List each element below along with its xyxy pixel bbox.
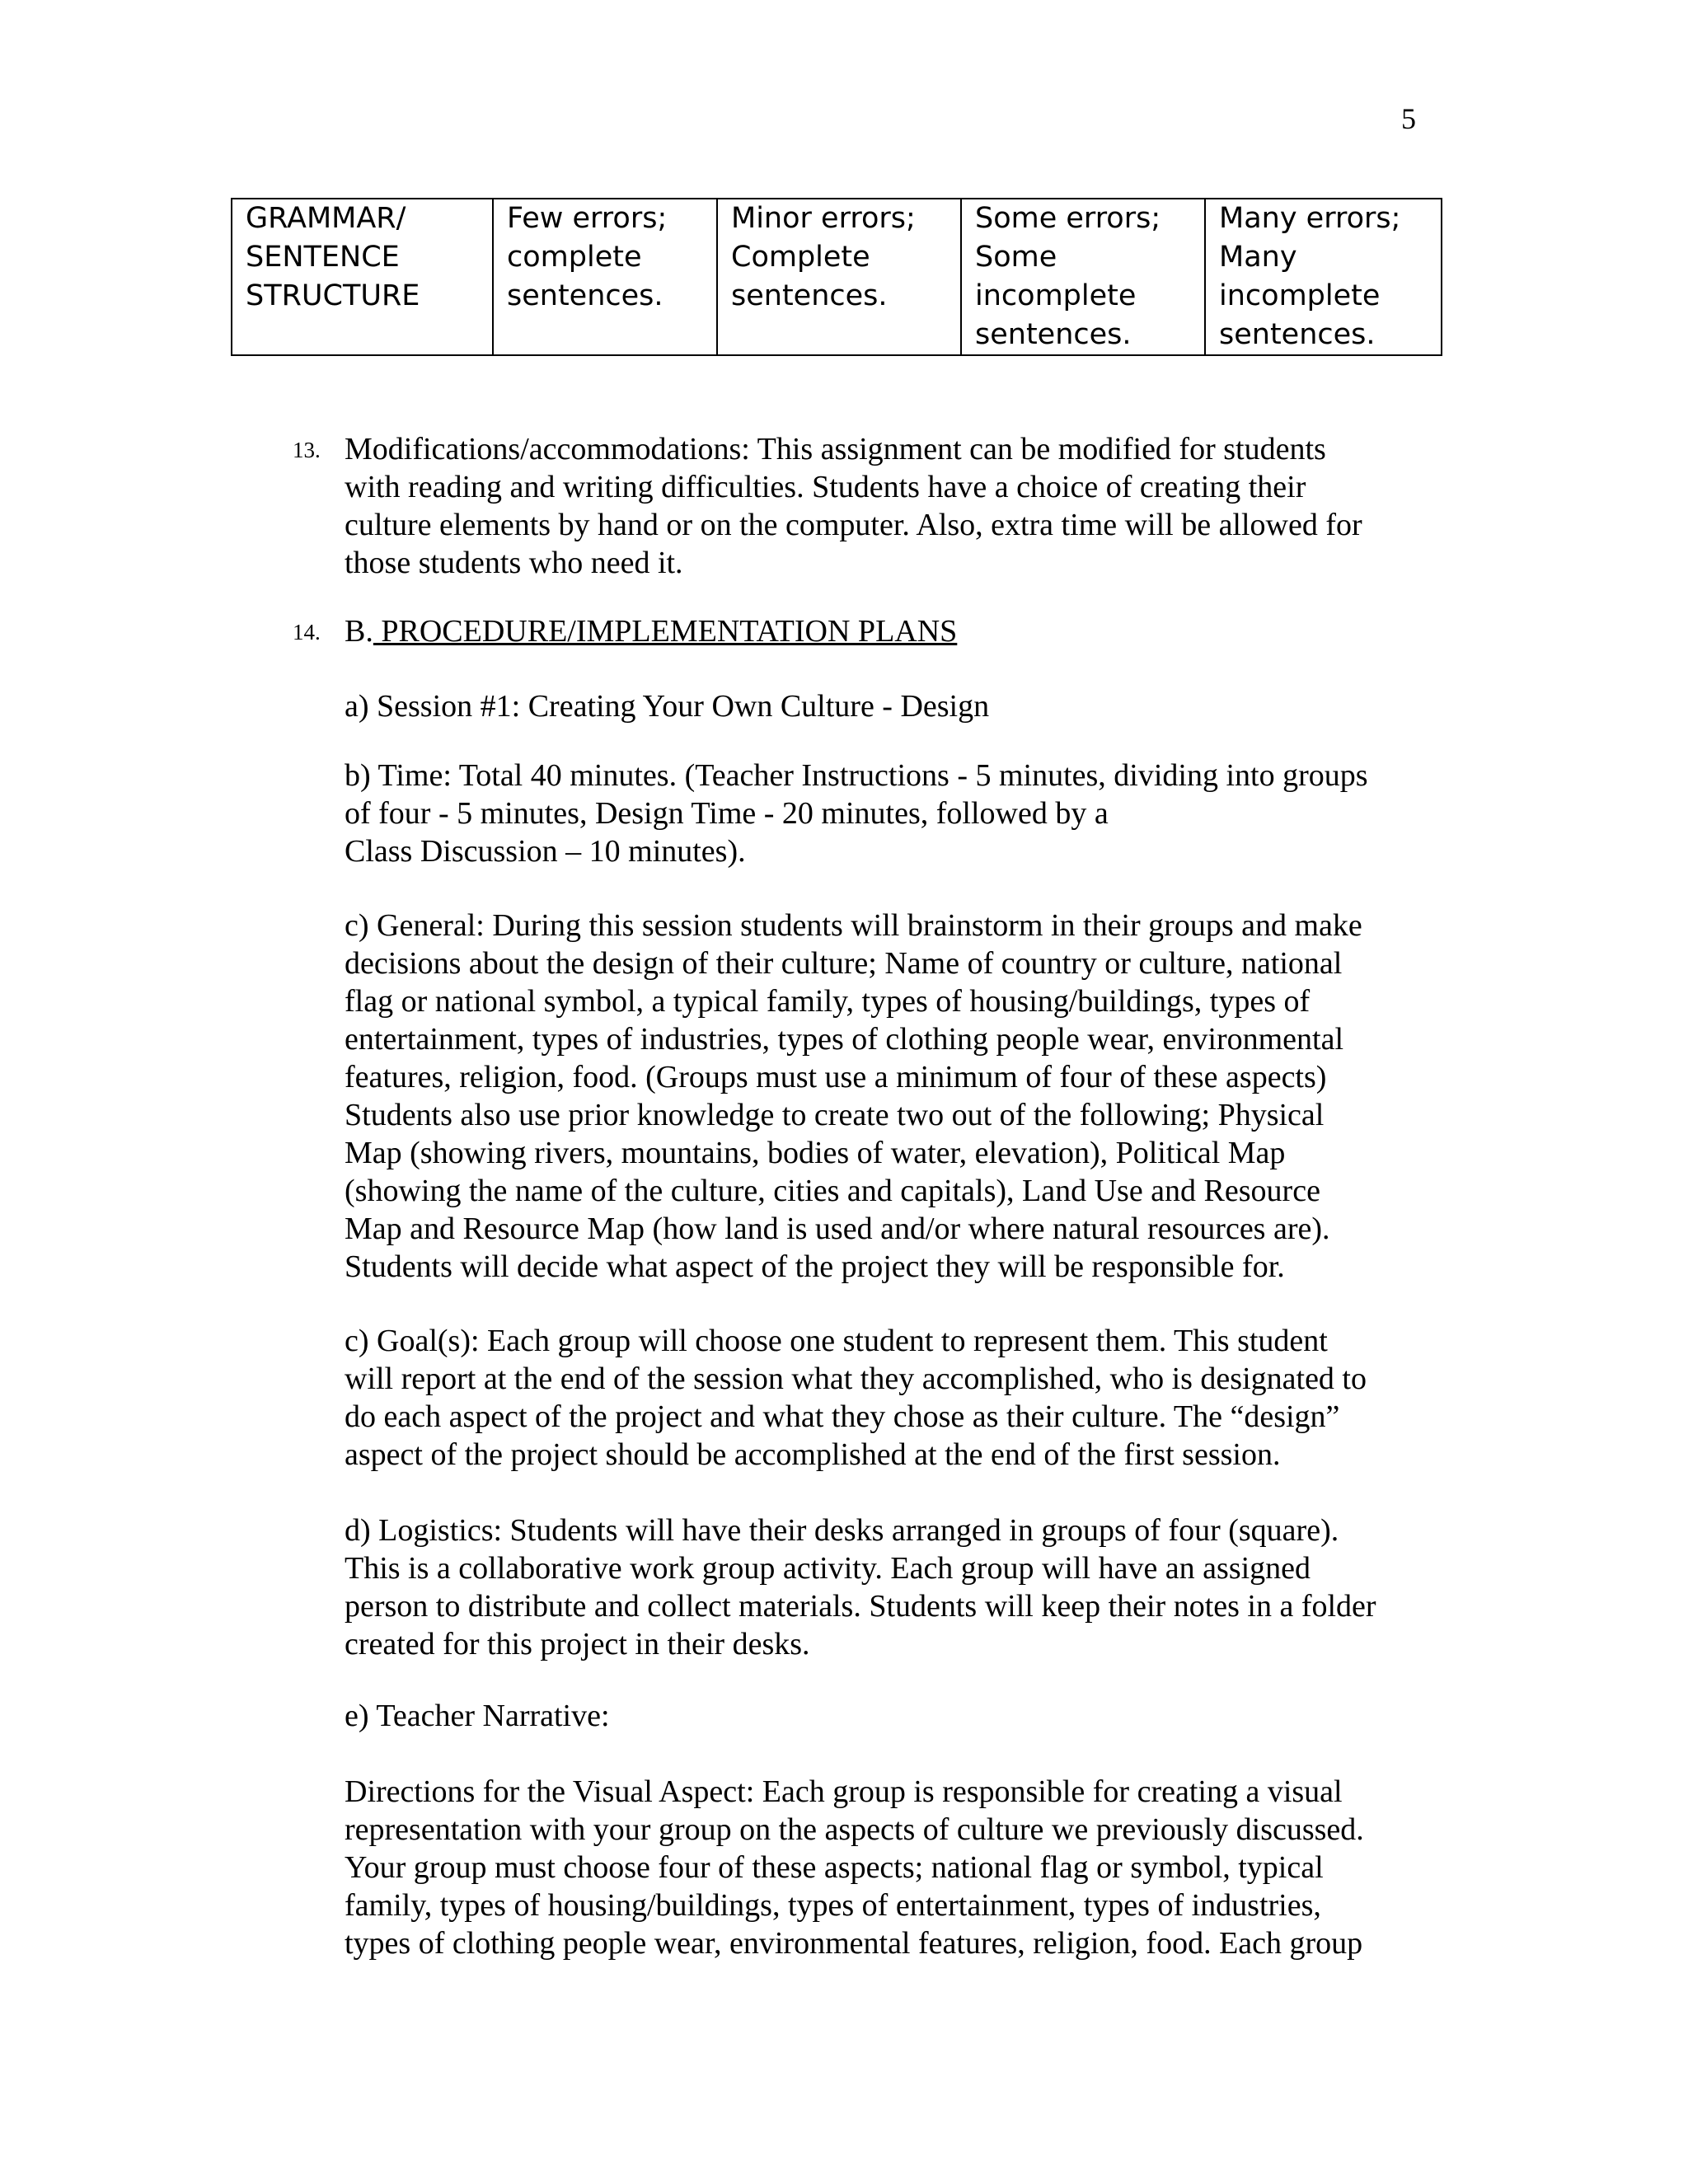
cell-text: sentences.	[731, 279, 888, 312]
cell-text: SENTENCE	[246, 241, 400, 274]
text-line: of four - 5 minutes, Design Time - 20 minutes, followed by a	[345, 796, 1109, 831]
time-paragraph	[345, 757, 1449, 870]
goal-paragraph	[345, 1322, 1449, 1474]
text-line: Directions for the Visual Aspect: Each group is responsible for creating a visual	[345, 1774, 1343, 1809]
text-line: Your group must choose four of these aspects; national flag or symbol, typical	[345, 1850, 1324, 1885]
text-line: those students who need it.	[345, 546, 683, 580]
cell-text: sentences.	[507, 279, 663, 312]
text-line: Class Discussion – 10 minutes).	[345, 834, 746, 869]
text-line: d) Logistics: Students will have their desks arranged in groups of four (square).	[345, 1513, 1339, 1548]
text-line: will report at the end of the session what they accomplished, who is designated to	[345, 1361, 1367, 1396]
text-line: Modifications/accommodations: This assignment can be modified for students	[345, 432, 1326, 466]
page-number: 5	[1401, 102, 1416, 135]
text-line	[345, 612, 1449, 650]
directions-paragraph	[345, 1773, 1449, 1962]
rubric-level-3-cell	[961, 199, 1205, 355]
text-line: flag or national symbol, a typical family, types of housing/buildings, types of	[345, 984, 1311, 1019]
text-line: b) Time: Total 40 minutes. (Teacher Instructions - 5 minutes, dividing into groups	[345, 758, 1368, 793]
cell-text: Many	[1219, 241, 1297, 274]
modifications-paragraph	[345, 430, 1449, 582]
cell-text: incomplete	[975, 279, 1137, 312]
text-line: family, types of housing/buildings, types of entertainment, types of industries,	[345, 1888, 1321, 1923]
text-line: types of clothing people wear, environmental features, religion, food. Each group	[345, 1926, 1363, 1961]
cell-text: Complete	[731, 241, 870, 274]
cell-text: Some errors;	[975, 202, 1161, 235]
text-line: This is a collaborative work group activity. Each group will have an assigned	[345, 1551, 1311, 1586]
text-line: entertainment, types of industries, types of clothing people wear, environmental	[345, 1022, 1344, 1057]
text-line: created for this project in their desks.	[345, 1627, 810, 1661]
cell-text: complete	[507, 241, 642, 274]
cell-text: Minor errors;	[731, 202, 916, 235]
rubric-level-2-cell	[717, 199, 961, 355]
cell-text: Some	[975, 241, 1057, 274]
cell-text: Few errors;	[507, 202, 668, 235]
text-line: aspect of the project should be accomplished at the end of the first session.	[345, 1437, 1281, 1472]
cell-text: GRAMMAR/	[246, 202, 406, 235]
table-row	[232, 199, 1442, 355]
cell-text: STRUCTURE	[246, 279, 420, 312]
cell-text: Many errors;	[1219, 202, 1401, 235]
rubric-category-cell	[232, 199, 493, 355]
general-paragraph	[345, 907, 1449, 1286]
text-line: features, religion, food. (Groups must use a minimum of four of these aspects)	[345, 1060, 1327, 1094]
section-heading	[345, 612, 1449, 650]
text-line: person to distribute and collect materials. Students will keep their notes in a folder	[345, 1589, 1376, 1624]
cell-text: sentences.	[1219, 318, 1376, 351]
text-line: e) Teacher Narrative:	[345, 1699, 610, 1733]
text-line: decisions about the design of their culture; Name of country or culture, national	[345, 946, 1343, 981]
text-line: culture elements by hand or on the computer. Also, extra time will be allowed for	[345, 508, 1362, 542]
cell-text: incomplete	[1219, 279, 1381, 312]
logistics-paragraph	[345, 1511, 1449, 1663]
text-line: with reading and writing difficulties. Students have a choice of creating their	[345, 470, 1306, 504]
list-number-14: 14.	[293, 620, 321, 644]
text-line: a) Session #1: Creating Your Own Culture - Design	[345, 689, 990, 724]
text-line: representation with your group on the aspects of culture we previously discussed.	[345, 1812, 1364, 1847]
list-number-13: 13.	[293, 438, 321, 462]
text-line: c) Goal(s): Each group will choose one student to represent them. This student	[345, 1324, 1328, 1358]
text-line: Students will decide what aspect of the project they will be responsible for.	[345, 1249, 1285, 1284]
session-title	[345, 687, 1449, 725]
text-line: (showing the name of the culture, cities and capitals), Land Use and Resource	[345, 1174, 1320, 1208]
rubric-level-4-cell	[1205, 199, 1442, 355]
text-line: Map and Resource Map (how land is used and/or where natural resources are).	[345, 1212, 1330, 1246]
rubric-table	[231, 198, 1442, 356]
text-line: c) General: During this session students will brainstorm in their groups and make	[345, 908, 1362, 943]
procedure-heading: PROCEDURE/IMPLEMENTATION PLANS	[373, 614, 958, 649]
teacher-narrative-title	[345, 1697, 1449, 1735]
text-line: Students also use prior knowledge to create two out of the following; Physical	[345, 1098, 1325, 1132]
rubric-level-1-cell	[493, 199, 717, 355]
text-line: Map (showing rivers, mountains, bodies of water, elevation), Political Map	[345, 1136, 1286, 1170]
section-prefix: B.	[345, 614, 373, 649]
cell-text: sentences.	[975, 318, 1132, 351]
text-line: do each aspect of the project and what they chose as their culture. The “design”	[345, 1399, 1340, 1434]
